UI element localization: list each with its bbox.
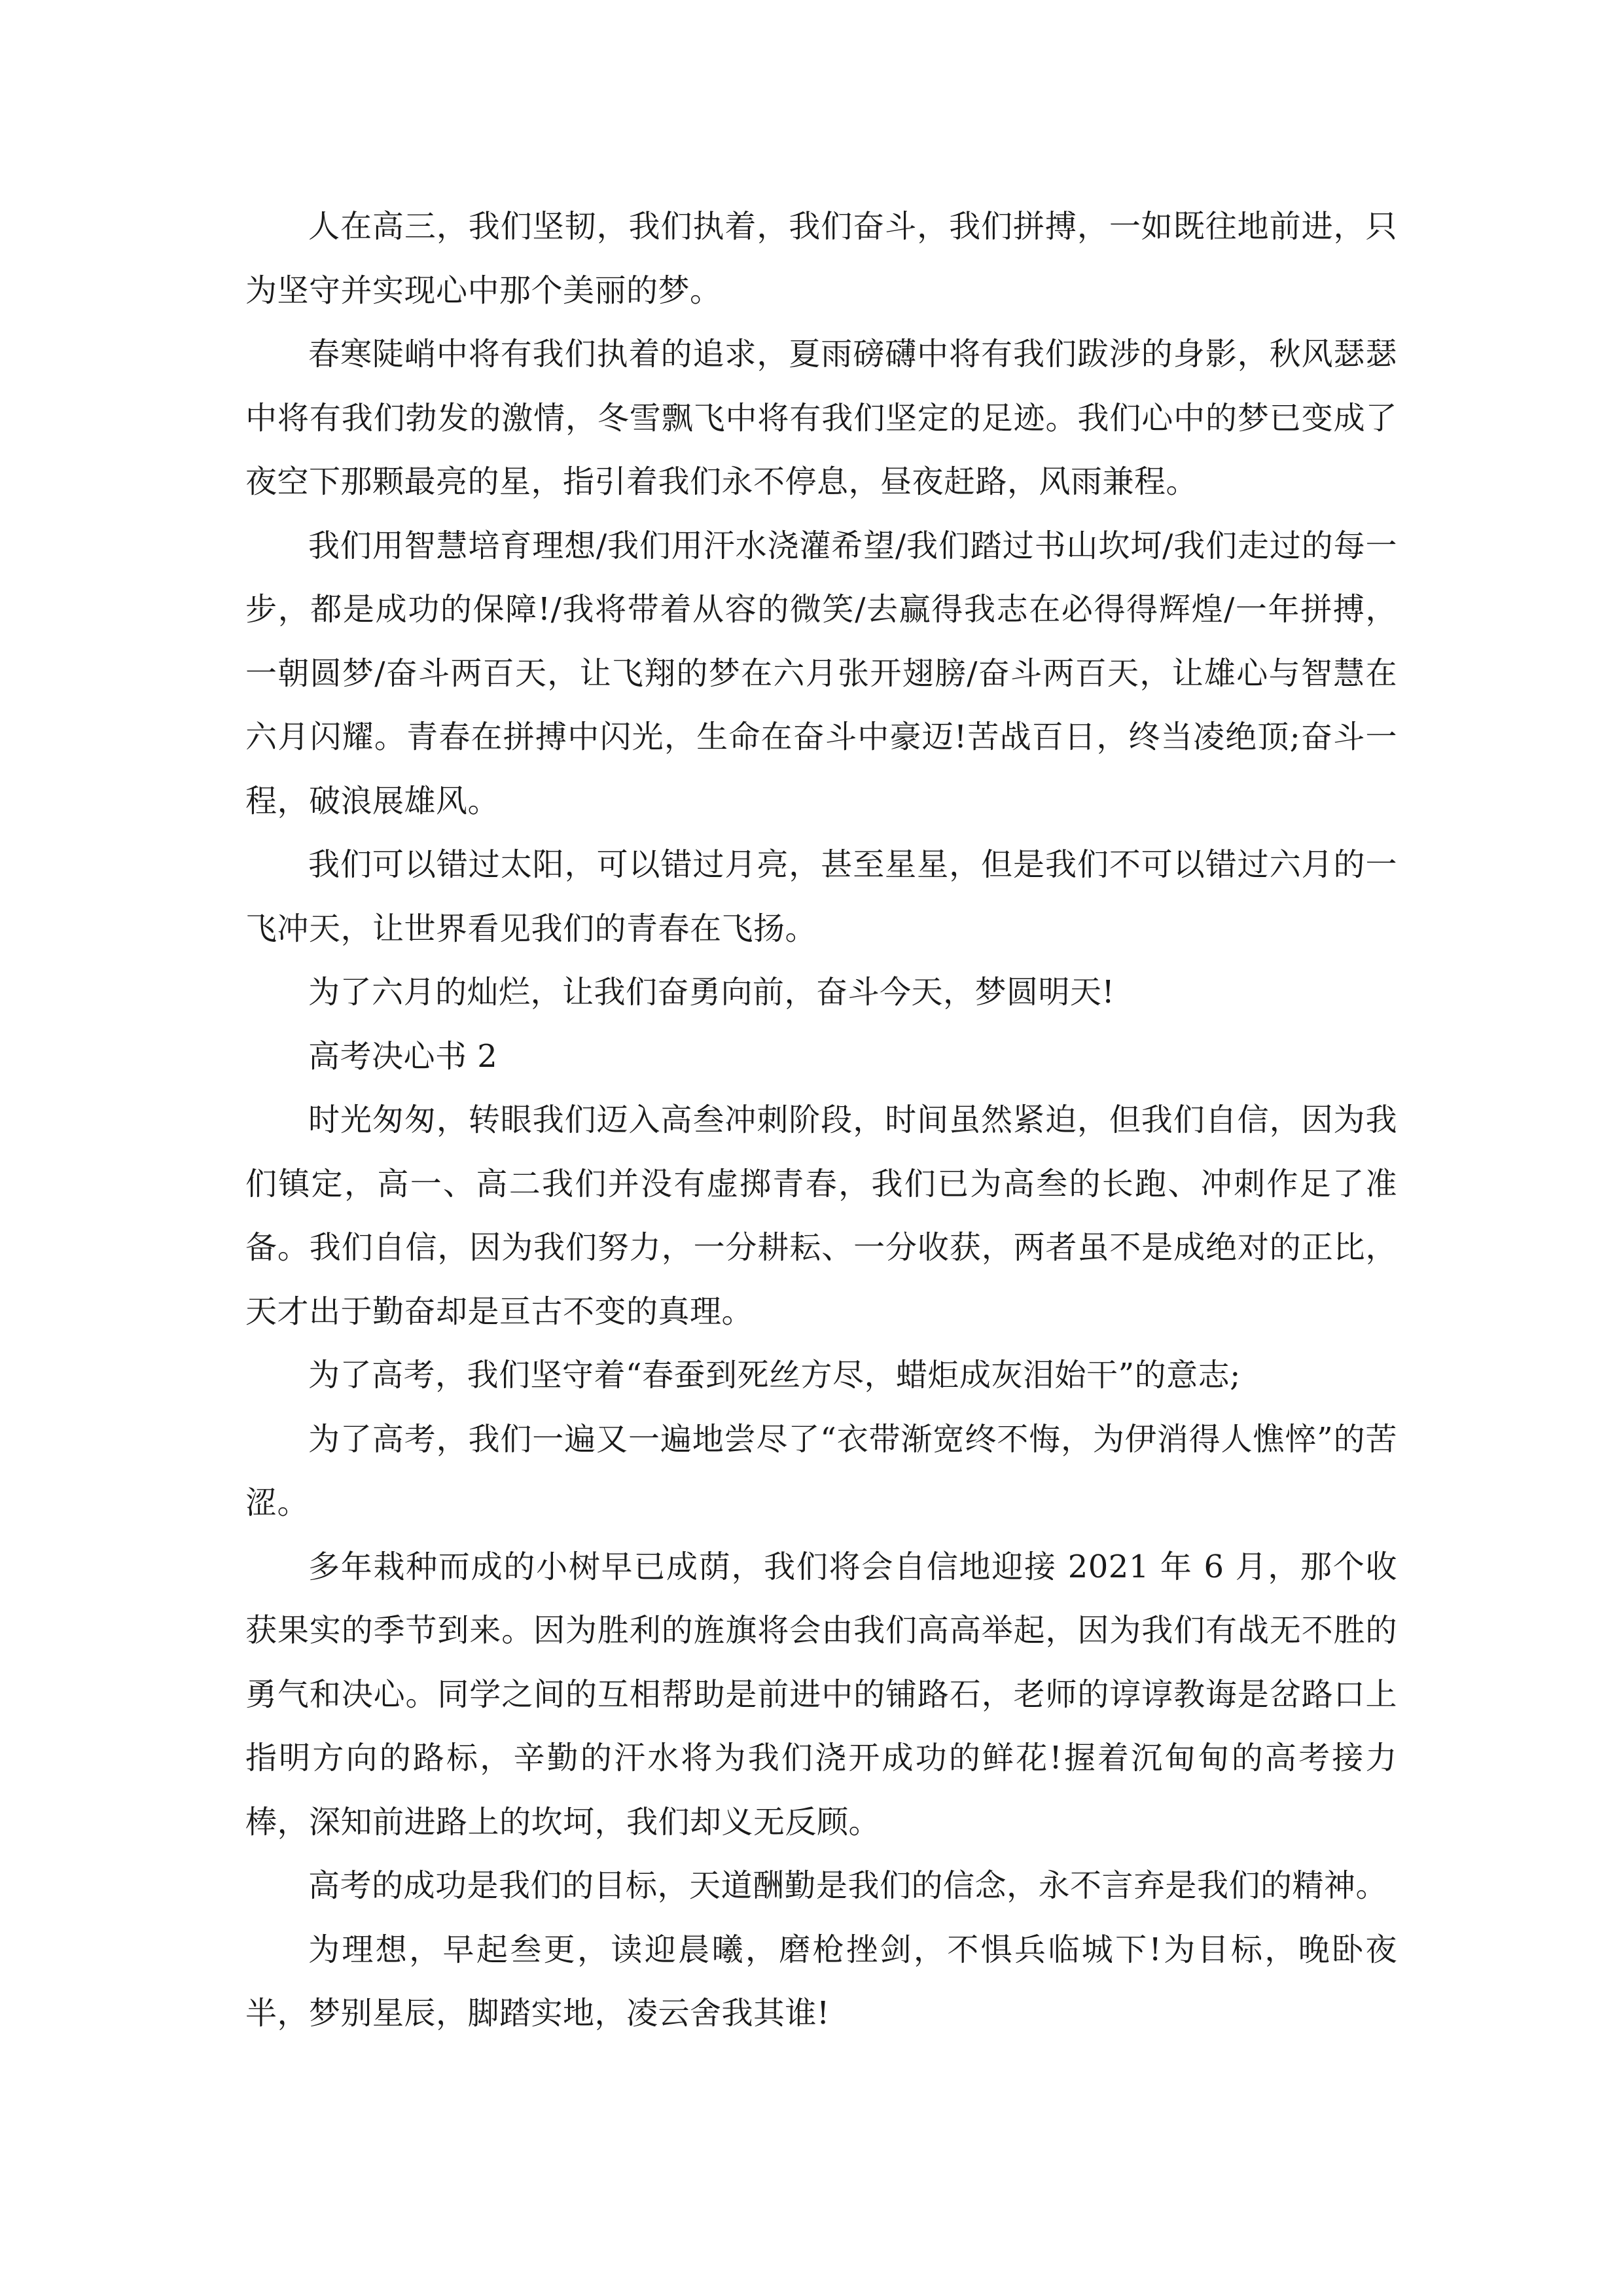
paragraph: 春寒陡峭中将有我们执着的追求，夏雨磅礴中将有我们跋涉的身影，秋风瑟瑟中将有我们勃发的激情，冬雪飘飞中将有我们坚定的足迹。我们心中的梦已变成了夜空下那颗最亮的星，指引着我们永不停息，昼夜赶路，风雨兼程。 — [245, 336, 1397, 500]
paragraph: 为了六月的灿烂，让我们奋勇向前，奋斗今天，梦圆明天! — [308, 974, 1115, 1011]
paragraph: 为了高考，我们一遍又一遍地尝尽了“衣带渐宽终不悔，为伊消得人憔悴”的苦涩。 — [245, 1420, 1397, 1521]
paragraph: 多年栽种而成的小树早已成荫，我们将会自信地迎接 2021 年 6 月，那个收获果实的季节到来。因为胜利的旌旗将会由我们高高举起，因为我们有战无不胜的勇气和决心。同学之间的互相帮助是前进中的铺路石，老师的谆谆教诲是岔路口上指明方向的路标，辛勤的汗水将为我们浇开成功的鲜花!握着沉甸甸的高考接力棒，深知前进路上的坎坷，我们却义无反顾。 — [245, 1548, 1397, 1840]
paragraph: 我们用智慧培育理想/我们用汗水浇灌希望/我们踏过书山坎坷/我们走过的每一步，都是成功的保障!/我将带着从容的微笑/去赢得我志在必得得辉煌/一年拼搏，一朝圆梦/奋斗两百天，让飞翔的梦在六月张开翅膀/奋斗两百天，让雄心与智慧在六月闪耀。青春在拼搏中闪光，生命在奋斗中豪迈!苦战百日，终当凌绝顶;奋斗一程，破浪展雄风。 — [245, 527, 1397, 819]
paragraph: 时光匆匆，转眼我们迈入高叁冲刺阶段，时间虽然紧迫，但我们自信，因为我们镇定，高一、高二我们并没有虚掷青春，我们已为高叁的长跑、冲刺作足了准备。我们自信，因为我们努力，一分耕耘、一分收获，两者虽不是成绝对的正比，天才出于勤奋却是亘古不变的真理。 — [245, 1102, 1397, 1330]
section-title: 高考决心书 2 — [308, 1037, 498, 1075]
paragraph: 我们可以错过太阳，可以错过月亮，甚至星星，但是我们不可以错过六月的一飞冲天，让世界看见我们的青春在飞扬。 — [245, 846, 1397, 947]
paragraph: 高考的成功是我们的目标，天道酬勤是我们的信念，永不言弃是我们的精神。 — [308, 1867, 1388, 1904]
paragraph: 为了高考，我们坚守着“春蚕到死丝方尽，蜡炬成灰泪始干”的意志; — [308, 1357, 1241, 1393]
paragraph: 人在高三，我们坚韧，我们执着，我们奋斗，我们拼搏，一如既往地前进，只为坚守并实现心中那个美丽的梦。 — [245, 208, 1397, 309]
document-body — [245, 195, 1397, 2046]
paragraph: 为理想，早起叁更，读迎晨曦，磨枪挫剑，不惧兵临城下!为目标，晚卧夜半，梦别星辰，脚踏实地，凌云舍我其谁! — [245, 1931, 1397, 2032]
